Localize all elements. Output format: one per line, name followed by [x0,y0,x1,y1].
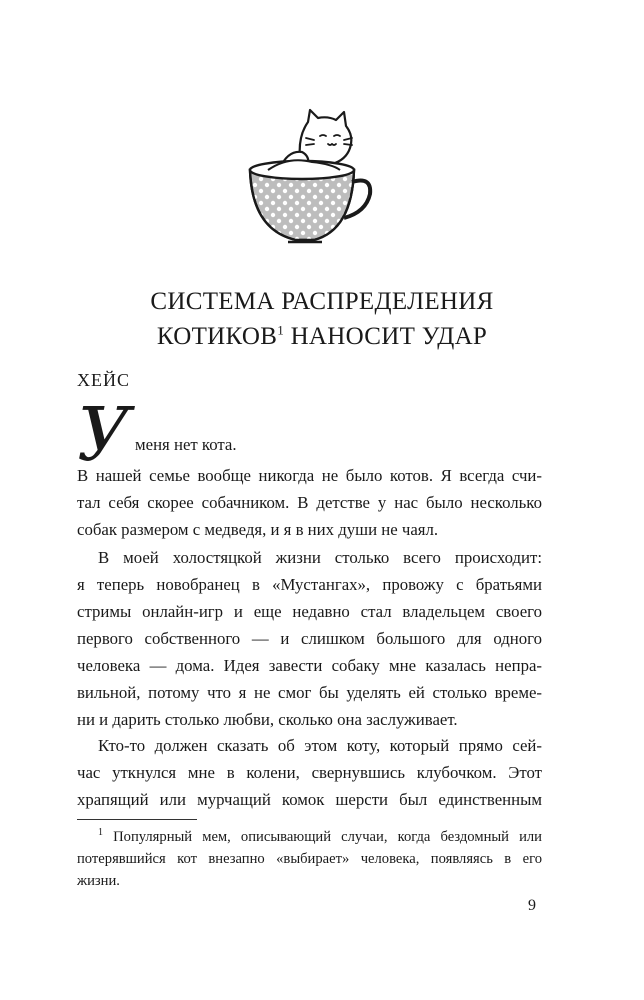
paragraph-2 [77,544,542,733]
cat-in-teacup-icon [228,98,378,258]
chapter-title-word: КОТИКОВ [156,323,278,350]
chapter-title-line-2 [60,319,584,354]
text-line: В моей холостяцкой жизни столько всего происходит: [98,548,542,567]
footnote-line: потерявшийся кот внезапно «выбирает» человека, появляясь в его [77,851,542,867]
text-line: храпящий или мурчащий комок шерсти был единственным [77,790,542,809]
text-line: стримы онлайн-игр и еще недавно стал владельцем своего [77,602,542,621]
text-line: человека — дома. Идея завести собаку мне казалась непра- [77,656,542,675]
text-line: тал себя скорее собачником. В детстве у нас было несколько [77,493,542,512]
chapter-title [60,284,584,354]
page-number: 9 [528,897,536,914]
text-line: Кто-то должен сказать об этом коту, который прямо сей- [98,736,542,755]
drop-cap: У [77,392,131,478]
chapter-title-line-1: СИСТЕМА РАСПРЕДЕЛЕНИЯ [150,288,494,315]
paragraph-3 [77,732,542,813]
footnote-line [77,826,542,848]
text-line: час уткнулся мне в колени, свернувшись клубочком. Этот [77,763,542,782]
text-line: ни и дарить столько любви, сколько она заслуживает. [77,710,458,729]
footnote-reference: 1 [277,322,285,338]
first-line: меня нет кота. [135,435,237,454]
footnote-text: Популярный мем, описывающий случаи, когда бездомный или [103,829,542,845]
text-line: вильной, потому что я не смог бы уделять ей столько време- [77,683,542,702]
text-line: собак размером с медведя, и я в них души не чаял. [77,520,439,539]
footnote-marker: 1 [98,827,103,839]
narrator-name: ХЕЙС [77,370,130,390]
footnote-divider [77,819,197,820]
paragraph-1 [77,462,542,543]
footnote-line: жизни. [77,873,120,889]
text-line: я теперь новобранец в «Мустангах», провожу с братьями [77,575,542,594]
chapter-title-rest: НАНОСИТ УДАР [284,323,488,350]
footnote [77,826,542,892]
text-line: В нашей семье вообще никогда не было котов. Я всегда счи- [77,466,542,485]
text-line: первого собственного — и слишком большого для одного [77,629,542,648]
